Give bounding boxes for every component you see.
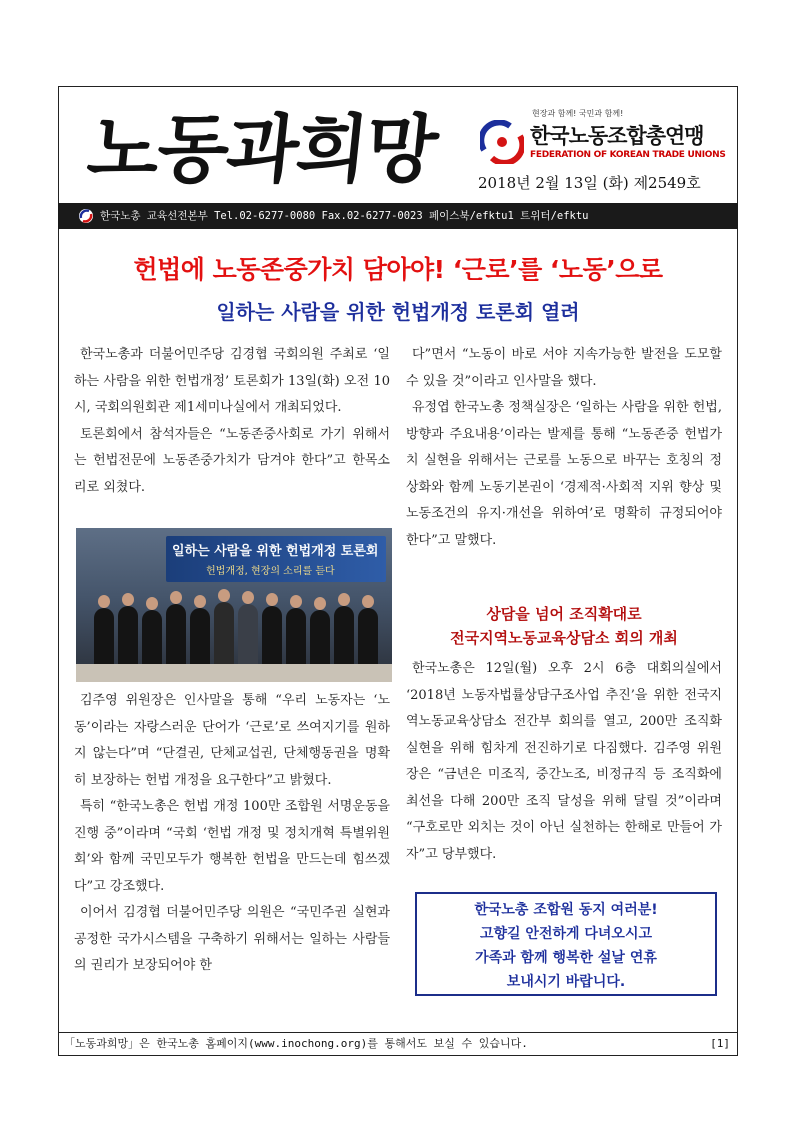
greeting-line: 가족과 함께 행복한 설날 연휴 [475,950,657,966]
article2-body [406,656,722,868]
person-figure [358,608,378,670]
main-headline: 헌법에 노동존중가치 담아야! ‘근로’를 ‘노동’으로 [133,255,663,284]
paragraph: 특히 “한국노총은 헌법 개정 100만 조합원 서명운동을 진행 중”이라며 “국회 ‘헌법 개정 및 정치개혁 특별위원회’와 함께 국민모두가 행복한 헌법을 만드는데 힘쓰겠다”고 강조했다. [74,799,390,894]
logo-slogan: 현장과 함께! 국민과 함께! [532,109,624,118]
federation-logo [480,109,730,172]
person-figure [94,608,114,670]
greeting-line: 고향길 안전하게 다녀오시고 [479,926,653,942]
page-footer [58,1032,738,1056]
paragraph: 한국노총과 더불어민주당 김경협 국회의원 주최로 ‘일하는 사람을 위한 헌법개정’ 토론회가 13일(화) 오전 10시, 국회의원회관 제1세미나실에서 개최되었다. [74,347,390,415]
paragraph: 김주영 위원장은 인사말을 통해 “우리 노동자는 ‘노동’이라는 자랑스러운 단어가 ‘근로’로 쓰여지기를 원하지 않는다”며 “단결권, 단체교섭권, 단체행동권을 명확히 보장하는 헌법 개정을 요구한다”고 밝혔다. [74,693,390,788]
contact-bar [58,203,738,229]
person-figure [166,604,186,670]
person-figure [190,608,210,670]
logo-name-english: FEDERATION OF KOREAN TRADE UNIONS [530,150,726,160]
sub-headline: 일하는 사람을 위한 헌법개정 토론회 열려 [216,300,580,324]
person-figure [142,610,162,670]
article1-left-bottom [74,688,390,980]
footer-text: 「노동과희망」은 한국노총 홈페이지(www.inochong.org)를 통해서도 보실 수 있습니다. [64,1037,528,1050]
article1-right-top [406,342,722,554]
person-figure [310,610,330,670]
fktu-emblem-icon [480,120,524,164]
paragraph: 유정엽 한국노총 정책실장은 ‘일하는 사람을 위한 헌법, 방향과 주요내용’이라는 발제를 통해 “노동존중 헌법가치 실현을 위해서는 근로를 노동으로 바꾸는 호칭의 정상화와 함께 노동기본권이 ‘경제적·사회적 지위 향상 및 노동조건의 유지·개선을 위하여’로 명확히 규정되어야 한다”고 말했다. [406,400,722,548]
article1-left-top [74,342,390,501]
holiday-greeting-box [415,892,717,996]
photo-banner-subtitle: 헌법개정, 현장의 소리를 듣다 [206,566,335,577]
person-figure [334,606,354,670]
article2-title-line2: 전국지역노동교육상담소 회의 개최 [450,629,678,647]
paragraph: 토론회에서 참석자들은 “노동존중사회로 가기 위해서는 헌법전문에 노동존중가치가 담겨야 한다”고 한목소리로 외쳤다. [74,426,390,495]
conference-table [76,664,392,682]
fktu-emblem-icon [78,208,94,224]
person-figure [286,608,306,670]
greeting-line: 한국노총 조합원 동지 여러분! [474,902,658,918]
photo-banner-title: 일하는 사람을 위한 헌법개정 토론회 [172,544,379,559]
issue-date: 2018년 2월 13일 (화) [478,174,629,192]
person-figure [262,606,282,670]
masthead-title: 노동과희망 [83,107,440,193]
person-figure [214,602,234,670]
page-number: [1] [710,1037,730,1050]
paragraph: 이어서 김경협 더불어민주당 의원은 “국민주권 실현과 공정한 국가시스템을 구축하기 위해서는 일하는 사람들의 권리가 보장되어야 한 [74,905,390,973]
greeting-line: 보내시기 바랍니다. [506,974,626,990]
contact-text: 한국노총 교육선전본부 Tel.02-6277-0080 Fax.02-6277-0023 페이스북/efktu1 트위터/efktu [100,210,589,222]
photo-banner [166,536,386,582]
article2-title [406,602,722,650]
event-photo [76,528,392,682]
person-figure [118,606,138,670]
issue-number: 제2549호 [633,174,701,192]
paragraph: 다”면서 “노동이 바로 서야 지속가능한 발전을 도모할 수 있을 것”이라고 인사말을 했다. [406,347,722,389]
paragraph: 한국노총은 12일(월) 오후 2시 6층 대회의실에서 ‘2018년 노동자법률상담구조사업 추진’을 위한 전국지역노동교육상담소 전간부 회의를 열고, 200만 조직화 실현을 위해 힘차게 전진하기로 다짐했다. 김주영 위원장은 “금년은 미조직, 중간노조, 비정규직 등 조직화에 최선을 다해 200만 조직 달성을 위해 달릴 것”이라며 “구호로만 외치는 것이 아닌 실천하는 한해로 만들어 가자”고 당부했다. [406,661,722,862]
person-figure [238,604,258,670]
article2-title-line1: 상담을 넘어 조직확대로 [486,605,642,623]
issue-info [478,172,736,193]
logo-name-korean: 한국노동조합총연맹 [530,124,704,148]
